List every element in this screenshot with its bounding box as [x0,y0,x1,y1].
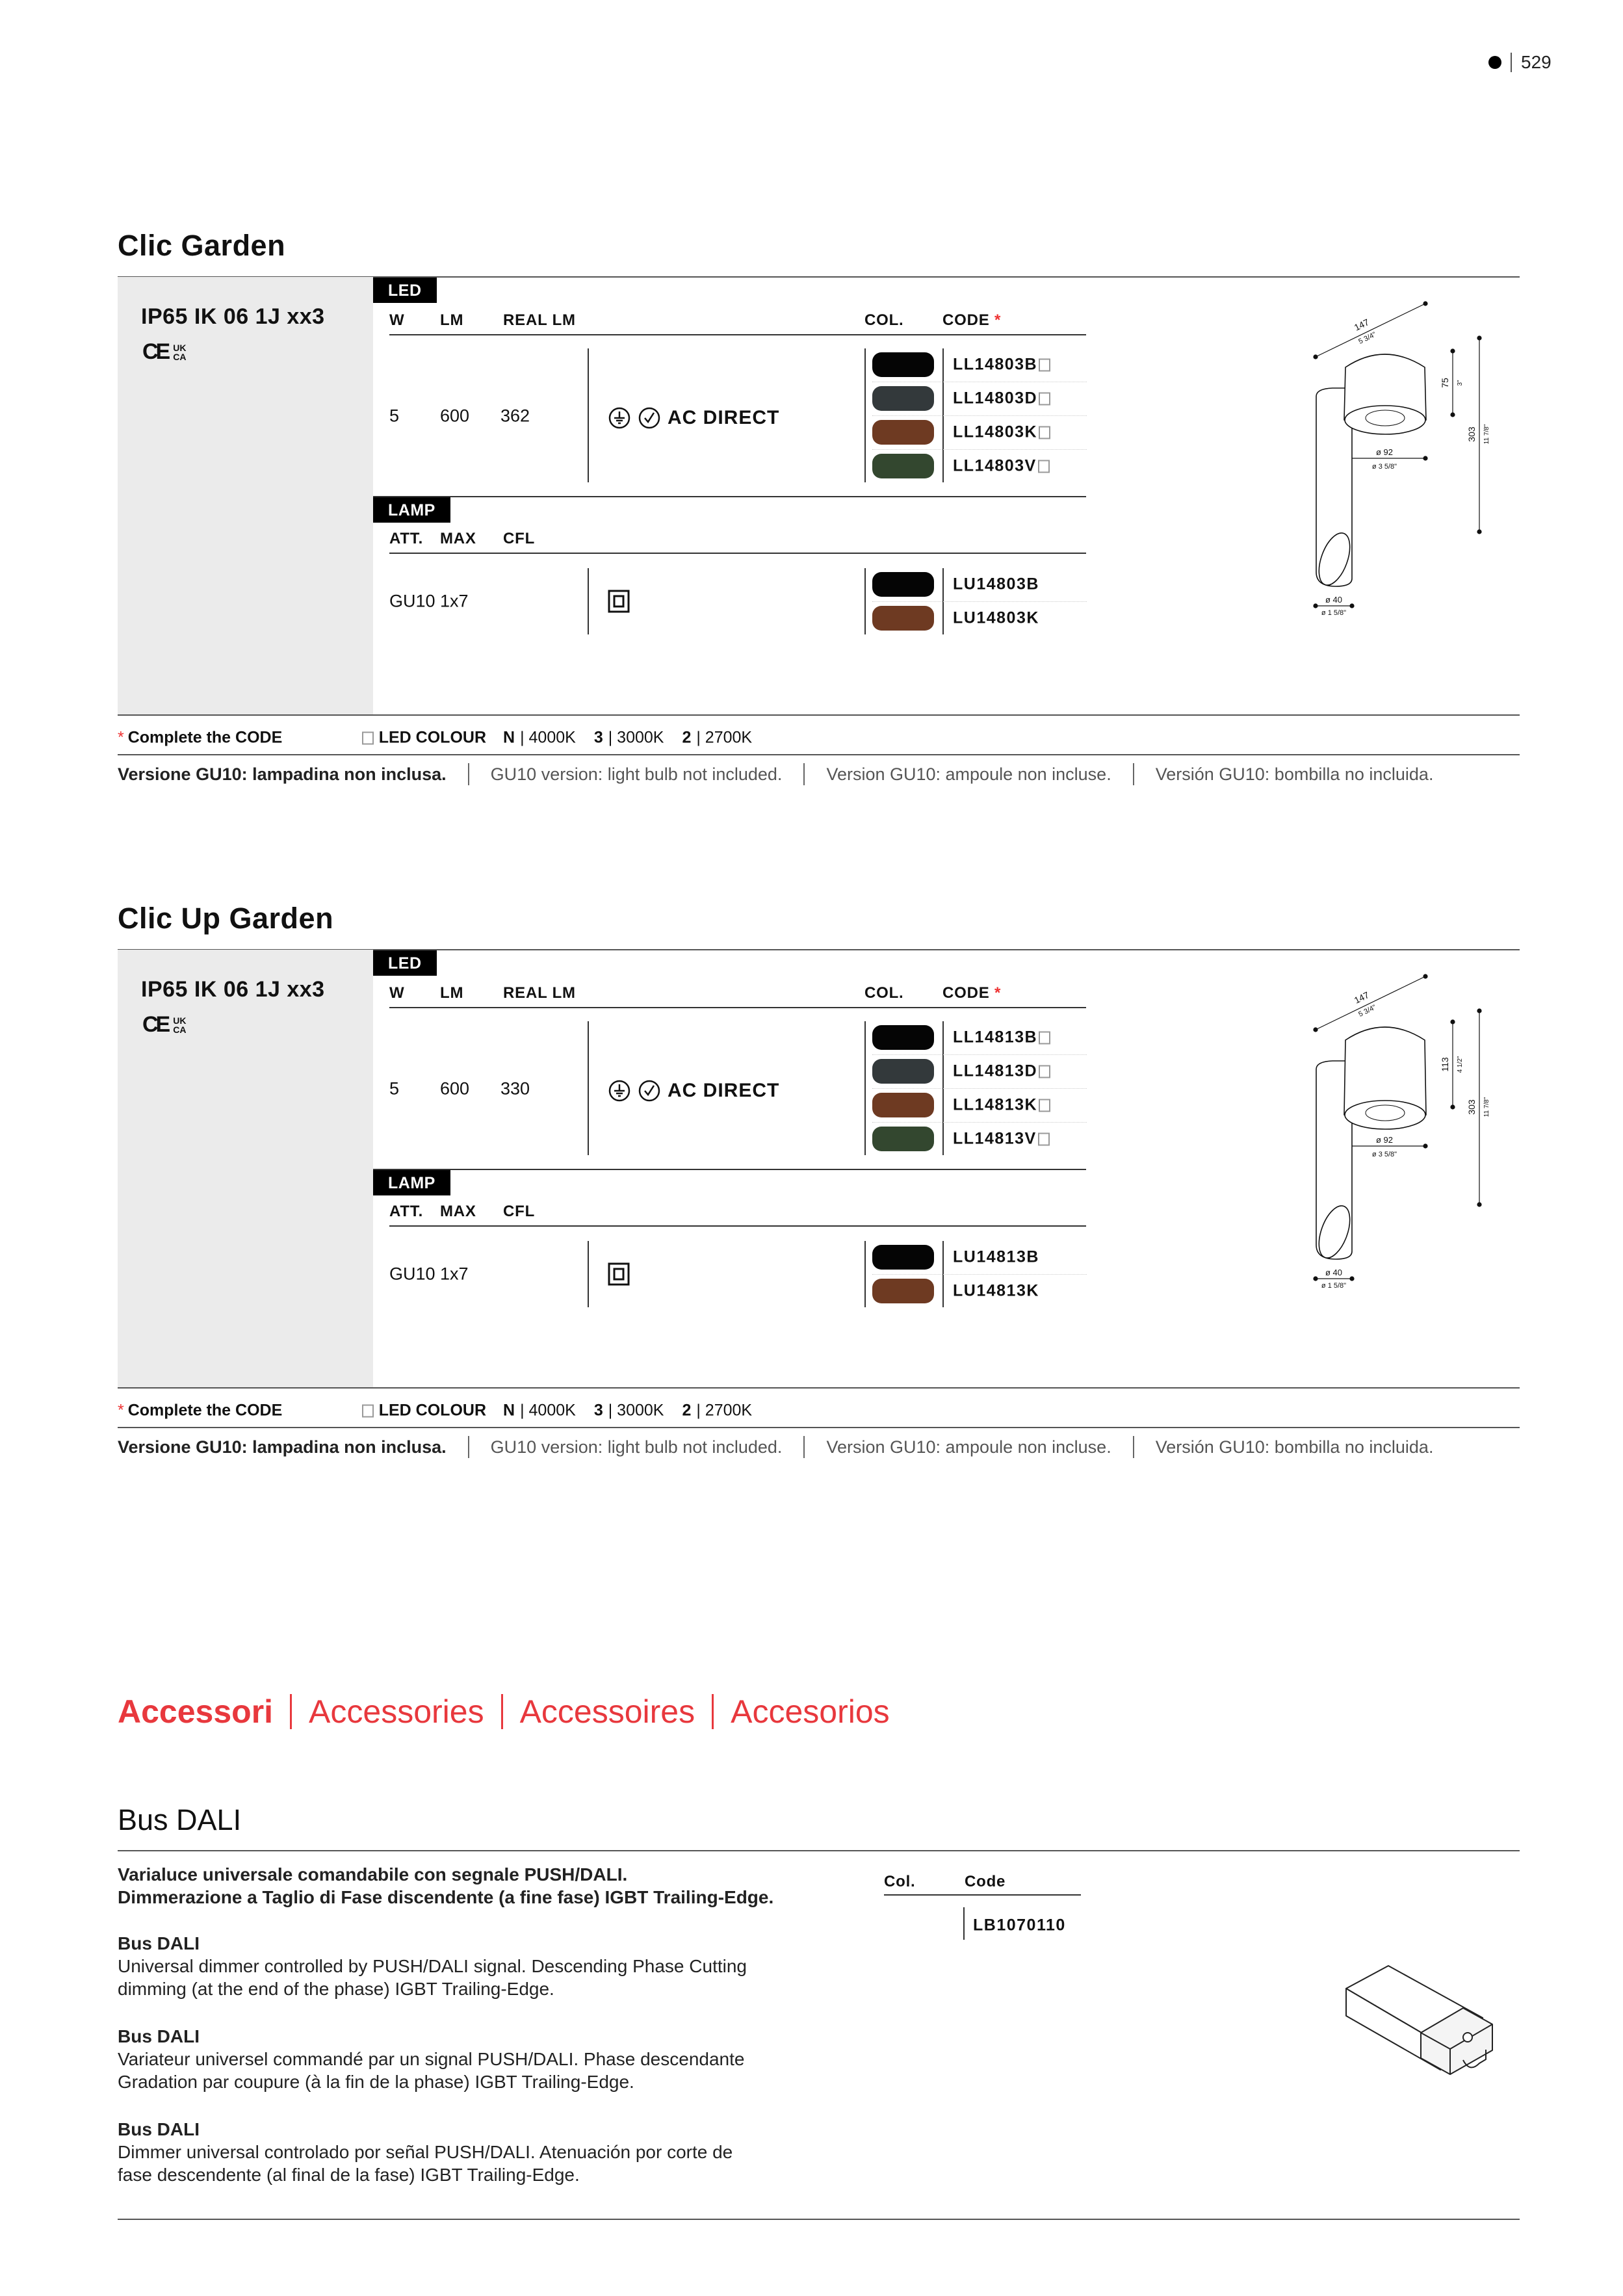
lamp-tag: LAMP [373,497,450,523]
bulb-note [118,1436,1433,1458]
dimension-line [1316,304,1425,357]
uk-text: UK [173,342,187,353]
asterisk-icon: * [118,728,124,747]
divider [468,1436,469,1458]
divider [1133,763,1134,785]
divider [803,763,805,785]
code-text: LL14803D [953,389,1038,408]
dimension-point [1314,1028,1318,1032]
dimension-point [1314,604,1318,608]
code-header: Code [965,1873,1006,1890]
color-swatch [872,454,934,478]
block-line: Dimmer universal controlado por señal PUSH/DALI. Atenuación por corte de [118,2142,733,2162]
colour-option-value: | 3000K [608,1401,664,1420]
complete-code-label: Complete the CODE [127,1401,283,1420]
lamp-outline [1313,1027,1426,1262]
led-colour-placeholder-icon [1039,1031,1050,1044]
total-height-mm: 303 [1466,1099,1477,1115]
width-mm: 147 [1352,989,1371,1006]
header-w: W [389,311,405,329]
divider [290,1694,292,1729]
product-section [0,221,1623,806]
code-text: LL14803B [953,355,1038,374]
divider [803,1436,805,1458]
lamp-outline [1313,354,1426,589]
check-circle-icon [638,1079,661,1102]
ce-mark-icon: CE [142,339,168,364]
bulb-note [118,763,1433,785]
header-att: ATT. [389,530,424,547]
column-divider [864,1241,866,1307]
header-cfl: CFL [503,530,536,547]
header-att: ATT. [389,1203,424,1220]
led-colour-placeholder-icon [362,731,374,744]
note-fr: Version GU10: ampoule non incluse. [826,764,1111,784]
column-divider [588,1021,589,1155]
heading-it: Accessori [118,1693,274,1730]
dimension-point [1477,336,1481,340]
lamp-type: GU10 1x7 [389,1264,469,1284]
note-fr: Version GU10: ampoule non incluse. [826,1437,1111,1457]
dimension-point [1477,1009,1481,1013]
divider [1511,53,1512,72]
note-en: GU10 version: light bulb not included. [490,764,783,784]
colour-option-value: | 3000K [608,728,664,747]
watt-value: 5 [389,1078,400,1099]
led-colour-placeholder-icon [1039,1065,1050,1078]
header-lm: LM [440,984,464,1002]
product-title: Clic Up Garden [118,902,334,935]
asterisk-icon: * [118,1401,124,1420]
color-swatch [872,1059,934,1084]
rule [373,496,1086,497]
led-colour-placeholder-icon [1038,1132,1050,1145]
column-divider [864,1021,866,1155]
dimension-point [1423,456,1427,460]
head-height-mm: 75 [1440,378,1450,388]
dimension-point [1350,604,1354,608]
product-code: LU14803K [953,608,1039,627]
accessory-title: Bus DALI [118,1803,242,1836]
led-colour-placeholder-icon [1039,426,1050,439]
supply-type [608,406,779,430]
product-code [953,389,1050,408]
complete-code-label: Complete the CODE [127,728,283,747]
block-line: dimming (at the end of the phase) IGBT Trailing-Edge. [118,1979,554,1999]
heading-es: Accesorios [731,1693,890,1730]
colour-option-value: | 2700K [696,728,753,747]
dimension-point [1423,1144,1427,1148]
head-diameter-in: ø 3 5/8" [1371,463,1397,471]
colour-option-key: 3 [593,728,603,747]
head-height-mm: 113 [1440,1057,1450,1072]
total-height-in: 11 7/8" [1483,1097,1490,1117]
code-text: LL14813D [953,1062,1038,1080]
header-code [942,311,1001,330]
bullet-icon [1488,56,1501,69]
column-divider [588,568,589,634]
protection-rating: IP65 IK 06 1J xx3 [141,977,325,1002]
code-text: LL14803V [953,456,1037,475]
color-swatch [872,1025,934,1050]
complete-code-legend [118,1402,770,1420]
column-divider [864,348,866,482]
colour-option-key: 2 [682,728,692,747]
led-colour-label: LED COLOUR [378,1401,487,1420]
header-rule [389,553,1086,554]
certification-marks [142,1012,186,1037]
asterisk-icon: * [994,311,1002,329]
uk-text: UK [173,1015,187,1026]
header-lm: LM [440,311,464,329]
dimension-point [1451,349,1455,353]
divider [501,1694,503,1729]
led-tag: LED [373,278,437,303]
complete-code-legend [118,729,770,748]
head-diameter-in: ø 3 5/8" [1371,1151,1397,1158]
class-ii-insulation-icon [608,1262,630,1286]
code-text: LL14813B [953,1028,1038,1047]
product-code: LU14813B [953,1247,1039,1266]
product-code: LU14803B [953,575,1039,594]
led-tag: LED [373,950,437,976]
dimension-point [1451,1105,1455,1109]
lumen-value: 600 [440,1078,470,1099]
block-line: Variateur universel commandé par un signal PUSH/DALI. Phase descendante [118,2049,745,2069]
row-divider [872,449,1087,450]
header-max: MAX [440,530,476,547]
rule [118,2219,1520,2220]
block-title: Bus DALI [118,1933,200,1953]
header-rule [389,334,1086,335]
ca-text: CA [173,351,187,362]
colour-option-key: N [503,1401,515,1420]
header-real-lm: REAL LM [503,311,576,329]
led-colour-label: LED COLOUR [378,728,487,747]
technical-drawing [1287,293,1534,618]
header-col: COL. [864,984,904,1002]
earth-ground-icon [608,406,631,430]
page-number [1488,52,1552,73]
column-divider [588,348,589,482]
code-text: LL14813V [953,1129,1037,1148]
head-height-in: 3" [1457,380,1464,386]
header-rule [389,1007,1086,1008]
product-section [0,894,1623,1479]
lamp-tag: LAMP [373,1170,450,1195]
color-swatch [872,1279,934,1303]
product-code [953,1096,1050,1115]
total-height-in: 11 7/8" [1483,424,1490,445]
note-es: Versión GU10: bombilla no incluida. [1155,764,1434,784]
table-rule [884,1894,1081,1896]
code-text: LL14803K [953,423,1038,441]
lamp-type: GU10 1x7 [389,591,469,611]
intro-line: Varialuce universale comandabile con segnale PUSH/DALI. [118,1864,628,1885]
real-lumen-value: 362 [500,406,530,426]
rule [373,1169,1086,1170]
code-text: LL14813K [953,1095,1038,1114]
dimension-point [1423,974,1427,978]
note-es: Versión GU10: bombilla no incluida. [1155,1437,1434,1457]
color-swatch [872,352,934,377]
heading-en: Accessories [309,1693,484,1730]
colour-option-value: | 4000K [520,1401,576,1420]
header-rule [389,1225,1086,1227]
total-height-mm: 303 [1466,426,1477,442]
pipe-diameter-in: ø 1 5/8" [1321,609,1347,617]
colour-option-value: | 2700K [696,1401,753,1420]
real-lumen-value: 330 [500,1078,530,1099]
rule [118,1427,1520,1428]
header-col: COL. [864,311,904,329]
led-colour-placeholder-icon [1039,358,1050,371]
led-colour-placeholder-icon [1039,392,1050,405]
rule [118,714,1520,716]
code-label: CODE [942,984,990,1002]
block-line: fase descendente (al final de la fase) IGBT Trailing-Edge. [118,2165,580,2185]
led-colour-placeholder-icon [1038,460,1050,473]
head-diameter-mm: ø 92 [1375,1135,1394,1145]
accessory-description [118,1863,930,2186]
watt-value: 5 [389,406,400,426]
heading-fr: Accessoires [519,1693,695,1730]
asterisk-icon: * [994,984,1002,1002]
col-header: Col. [884,1873,916,1890]
ca-text: CA [173,1024,187,1035]
led-colour-placeholder-icon [1039,1099,1050,1112]
header-w: W [389,984,405,1002]
lumen-value: 600 [440,406,470,426]
dimension-point [1350,1277,1354,1281]
head-height-in: 4 1/2" [1457,1056,1464,1073]
width-mm: 147 [1352,317,1371,333]
accessory-code: LB1070110 [973,1916,1066,1935]
rule [118,754,1520,755]
page-number-text: 529 [1521,52,1552,72]
rule [118,1387,1520,1389]
header-code [942,984,1001,1002]
color-swatch [872,1127,934,1151]
row-divider [872,1054,1087,1055]
supply-type [608,1079,779,1102]
code-label: CODE [942,311,990,329]
earth-ground-icon [608,1079,631,1102]
color-swatch [872,420,934,445]
dimension-line [1316,976,1425,1030]
accessories-heading [118,1693,890,1730]
note-en: GU10 version: light bulb not included. [490,1437,783,1457]
row-divider [872,1274,1087,1275]
pipe-diameter-mm: ø 40 [1325,1268,1343,1277]
dimension-point [1314,1277,1318,1281]
color-swatch [872,386,934,411]
dimension-point [1477,530,1481,534]
product-code [953,423,1050,442]
dimension-point [1314,355,1318,359]
width-in: 5 3/4" [1357,330,1378,346]
ukca-mark-icon [173,1016,186,1034]
dimension-point [1477,1203,1481,1207]
led-colour-placeholder-icon [362,1404,374,1417]
dimension-point [1451,413,1455,417]
product-title: Clic Garden [118,229,286,262]
note-it: Versione GU10: lampadina non inclusa. [118,1437,447,1457]
block-line: Gradation par coupure (à la fin de la phase) IGBT Trailing-Edge. [118,2072,634,2092]
table-divider [963,1907,965,1940]
supply-label: AC DIRECT [668,407,780,428]
divider [1133,1436,1134,1458]
column-divider [864,568,866,634]
terminal-screw-icon [1463,2033,1472,2042]
rule [118,1850,1520,1851]
color-swatch [872,606,934,631]
class-ii-insulation-icon [608,590,630,613]
colour-option-key: N [503,728,515,747]
product-code [953,356,1050,374]
dimension-point [1423,302,1427,306]
block-line: Universal dimmer controlled by PUSH/DALI signal. Descending Phase Cutting [118,1956,747,1976]
divider [712,1694,714,1729]
row-divider [872,1122,1087,1123]
product-code [953,457,1050,476]
ukca-mark-icon [173,343,186,361]
row-divider [872,601,1087,602]
divider [468,763,469,785]
row-divider [872,1088,1087,1089]
dali-driver-image [1343,1963,1499,2086]
head-diameter-mm: ø 92 [1375,447,1394,457]
pipe-diameter-in: ø 1 5/8" [1321,1282,1347,1290]
color-swatch [872,572,934,597]
intro-line: Dimmerazione a Taglio di Fase discendente (a fine fase) IGBT Trailing-Edge. [118,1887,774,1907]
column-divider [588,1241,589,1307]
header-max: MAX [440,1203,476,1220]
block-title: Bus DALI [118,2026,200,2046]
note-it: Versione GU10: lampadina non inclusa. [118,764,447,784]
protection-rating: IP65 IK 06 1J xx3 [141,304,325,329]
row-divider [872,415,1087,416]
check-circle-icon [638,406,661,430]
header-cfl: CFL [503,1203,536,1220]
product-code [953,1028,1050,1047]
pipe-diameter-mm: ø 40 [1325,595,1343,605]
product-code [953,1062,1050,1081]
certification-marks [142,339,186,365]
color-swatch [872,1093,934,1117]
product-code [953,1130,1050,1149]
colour-option-key: 2 [682,1401,692,1420]
supply-label: AC DIRECT [668,1080,780,1101]
colour-option-value: | 4000K [520,728,576,747]
header-real-lm: REAL LM [503,984,576,1002]
width-in: 5 3/4" [1357,1003,1378,1019]
ce-mark-icon: CE [142,1012,168,1037]
dimension-point [1451,1020,1455,1024]
block-title: Bus DALI [118,2119,200,2139]
color-swatch [872,1245,934,1270]
technical-drawing [1287,965,1534,1290]
colour-option-key: 3 [593,1401,603,1420]
product-code: LU14813K [953,1281,1039,1300]
